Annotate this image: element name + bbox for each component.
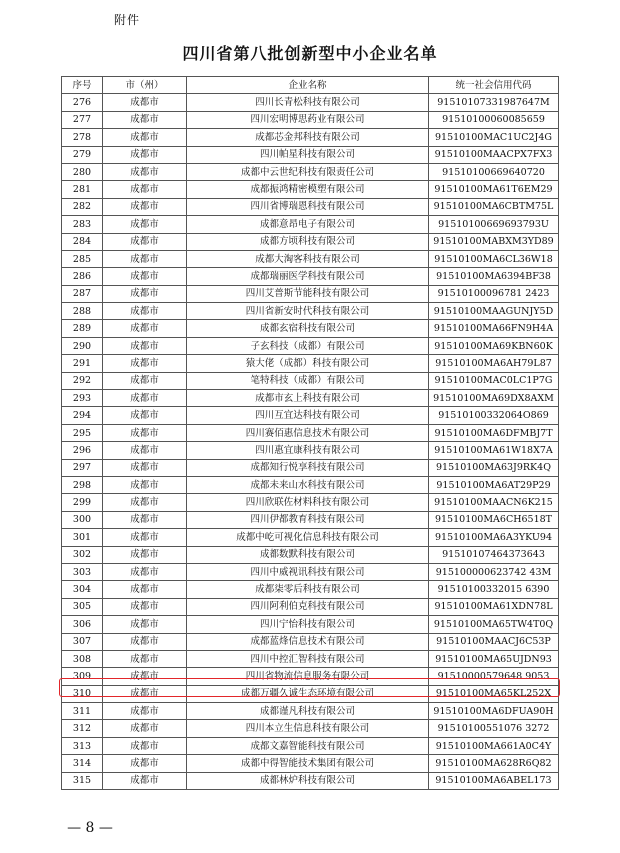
- row-company: 成都蓝烽信息技术有限公司: [187, 633, 429, 650]
- table-row: [62, 407, 559, 424]
- row-code: 91510100MA61XDN78L: [429, 598, 559, 615]
- row-seq: 288: [62, 303, 103, 320]
- row-seq: 286: [62, 268, 103, 285]
- row-code: 91510107464373643: [429, 546, 559, 563]
- row-code: 91510100MAACJ6C53P: [429, 633, 559, 650]
- row-company: 成都瑞丽医学科技有限公司: [187, 268, 429, 285]
- row-city: 成都市: [103, 581, 187, 598]
- row-company: 成都谨凡科技有限公司: [187, 703, 429, 720]
- row-city: 成都市: [103, 355, 187, 372]
- column-header-city: 市（州）: [103, 77, 187, 94]
- row-city: 成都市: [103, 250, 187, 267]
- row-company: 成都中云世纪科技有限责任公司: [187, 163, 429, 180]
- row-seq: 291: [62, 355, 103, 372]
- row-seq: 290: [62, 337, 103, 354]
- row-seq: 280: [62, 163, 103, 180]
- row-code: 91510100669693793U: [429, 216, 559, 233]
- row-seq: 282: [62, 198, 103, 215]
- row-company: 四川省新安时代科技有限公司: [187, 303, 429, 320]
- row-code: 91510100MA61T6EM29: [429, 181, 559, 198]
- table-row: [62, 355, 559, 372]
- row-seq: 308: [62, 650, 103, 667]
- row-company: 四川互宜达科技有限公司: [187, 407, 429, 424]
- row-seq: 283: [62, 216, 103, 233]
- table-row: [62, 494, 559, 511]
- row-company: 猿大佬（成都）科技有限公司: [187, 355, 429, 372]
- row-company: 成都振鸿精密模塑有限公司: [187, 181, 429, 198]
- row-code: 91510100MAC0LC1P7G: [429, 372, 559, 389]
- table-row: [62, 111, 559, 128]
- row-city: 成都市: [103, 424, 187, 441]
- row-city: 成都市: [103, 529, 187, 546]
- table-row: [62, 129, 559, 146]
- table-row: [62, 633, 559, 650]
- row-code: 91510100MA63J9RK4Q: [429, 459, 559, 476]
- row-city: 成都市: [103, 146, 187, 163]
- row-company: 四川宁怡科技有限公司: [187, 616, 429, 633]
- table-row: [62, 668, 559, 685]
- row-code: 91510100MA628R6Q82: [429, 755, 559, 772]
- table-row: [62, 320, 559, 337]
- row-city: 成都市: [103, 94, 187, 111]
- row-code: 91510100MA65KL252X: [429, 685, 559, 702]
- row-seq: 312: [62, 720, 103, 737]
- row-code: 91510100MA65UJDN93: [429, 650, 559, 667]
- table-row: [62, 616, 559, 633]
- row-city: 成都市: [103, 616, 187, 633]
- row-company: 四川惠宜康科技有限公司: [187, 442, 429, 459]
- table-body: [62, 94, 559, 790]
- table-row: [62, 459, 559, 476]
- row-company: 四川省博瑞恩科技有限公司: [187, 198, 429, 215]
- row-seq: 302: [62, 546, 103, 563]
- row-seq: 289: [62, 320, 103, 337]
- row-seq: 313: [62, 737, 103, 754]
- row-city: 成都市: [103, 737, 187, 754]
- row-seq: 293: [62, 390, 103, 407]
- row-city: 成都市: [103, 703, 187, 720]
- table-row: [62, 703, 559, 720]
- row-code: 91510100332064O869: [429, 407, 559, 424]
- row-city: 成都市: [103, 372, 187, 389]
- row-city: 成都市: [103, 285, 187, 302]
- row-code: 91510100MA661A0C4Y: [429, 737, 559, 754]
- row-code: 91510100MA65TW4T0Q: [429, 616, 559, 633]
- table-row: [62, 737, 559, 754]
- row-seq: 300: [62, 511, 103, 528]
- table-row: [62, 598, 559, 615]
- row-seq: 278: [62, 129, 103, 146]
- row-company: 成都大淘客科技有限公司: [187, 250, 429, 267]
- attachment-label: 附件: [114, 13, 141, 27]
- row-code: 91510100MA6DFUA90H: [429, 703, 559, 720]
- table-row: [62, 337, 559, 354]
- row-company: 四川本立生信息科技有限公司: [187, 720, 429, 737]
- table-row: [62, 476, 559, 493]
- row-seq: 298: [62, 476, 103, 493]
- row-company: 四川宏明博思药业有限公司: [187, 111, 429, 128]
- row-seq: 304: [62, 581, 103, 598]
- row-code: 91510100MAACPX7FX3: [429, 146, 559, 163]
- table-row: [62, 94, 559, 111]
- row-code: 91510100096781 2423: [429, 285, 559, 302]
- row-city: 成都市: [103, 720, 187, 737]
- row-seq: 297: [62, 459, 103, 476]
- row-city: 成都市: [103, 442, 187, 459]
- row-seq: 281: [62, 181, 103, 198]
- row-company: 成都中得智能技术集团有限公司: [187, 755, 429, 772]
- table-row: [62, 268, 559, 285]
- row-code: 91510100MA6CL36W18: [429, 250, 559, 267]
- row-seq: 284: [62, 233, 103, 250]
- row-company: 四川赛佰惠信息技术有限公司: [187, 424, 429, 441]
- row-city: 成都市: [103, 668, 187, 685]
- row-city: 成都市: [103, 633, 187, 650]
- table-row: [62, 650, 559, 667]
- row-company: 成都万疆久诚生态环境有限公司: [187, 685, 429, 702]
- row-company: 成都未来山水科技有限公司: [187, 476, 429, 493]
- row-seq: 292: [62, 372, 103, 389]
- row-city: 成都市: [103, 198, 187, 215]
- row-company: 成都市玄上科技有限公司: [187, 390, 429, 407]
- row-seq: 306: [62, 616, 103, 633]
- table-row: [62, 529, 559, 546]
- table-row: [62, 546, 559, 563]
- row-city: 成都市: [103, 129, 187, 146]
- row-company: 四川长青松科技有限公司: [187, 94, 429, 111]
- row-seq: 310: [62, 685, 103, 702]
- row-company: 成都中屹可视化信息科技有限公司: [187, 529, 429, 546]
- column-header-code: 统一社会信用代码: [429, 77, 559, 94]
- row-city: 成都市: [103, 268, 187, 285]
- row-seq: 279: [62, 146, 103, 163]
- row-code: 91510100MA66FN9H4A: [429, 320, 559, 337]
- table-row: [62, 720, 559, 737]
- row-code: 915100000623742 43M: [429, 563, 559, 580]
- row-code: 91510100MA69KBN60K: [429, 337, 559, 354]
- row-company: 四川中控汇智科技有限公司: [187, 650, 429, 667]
- table-row: [62, 581, 559, 598]
- column-header-company: 企业名称: [187, 77, 429, 94]
- row-seq: 301: [62, 529, 103, 546]
- row-code: 91510100MA61W18X7A: [429, 442, 559, 459]
- table-row: [62, 390, 559, 407]
- row-company: 笔特科技（成都）有限公司: [187, 372, 429, 389]
- row-company: 成都林炉科技有限公司: [187, 772, 429, 789]
- table-row: [62, 285, 559, 302]
- table-row: [62, 250, 559, 267]
- table-row: [62, 685, 559, 702]
- table-row: [62, 424, 559, 441]
- row-seq: 305: [62, 598, 103, 615]
- table-row: [62, 233, 559, 250]
- row-code: 91510100060085659: [429, 111, 559, 128]
- row-company: 四川帕星科技有限公司: [187, 146, 429, 163]
- row-seq: 277: [62, 111, 103, 128]
- row-seq: 314: [62, 755, 103, 772]
- table-row: [62, 372, 559, 389]
- row-seq: 294: [62, 407, 103, 424]
- row-company: 四川阿利伯克科技有限公司: [187, 598, 429, 615]
- row-seq: 303: [62, 563, 103, 580]
- row-company: 子玄科技（成都）有限公司: [187, 337, 429, 354]
- row-code: 91510100MAC1UC2J4G: [429, 129, 559, 146]
- row-city: 成都市: [103, 546, 187, 563]
- row-city: 成都市: [103, 216, 187, 233]
- page-title: 四川省第八批创新型中小企业名单: [182, 44, 438, 63]
- row-company: 四川欣联佐材料科技有限公司: [187, 494, 429, 511]
- company-table: [61, 76, 559, 790]
- row-company: 四川艾普斯节能科技有限公司: [187, 285, 429, 302]
- row-seq: 311: [62, 703, 103, 720]
- row-code: 91510100MA6ABEL173: [429, 772, 559, 789]
- row-city: 成都市: [103, 755, 187, 772]
- row-seq: 285: [62, 250, 103, 267]
- table-row: [62, 146, 559, 163]
- row-city: 成都市: [103, 233, 187, 250]
- row-city: 成都市: [103, 320, 187, 337]
- row-city: 成都市: [103, 163, 187, 180]
- table-row: [62, 216, 559, 233]
- row-company: 成都数默科技有限公司: [187, 546, 429, 563]
- row-code: 91510100MA6AH79L87: [429, 355, 559, 372]
- page-number: — 8 —: [67, 820, 113, 836]
- row-company: 四川伊都教育科技有限公司: [187, 511, 429, 528]
- row-code: 91510100MA6394BF38: [429, 268, 559, 285]
- row-city: 成都市: [103, 511, 187, 528]
- row-company: 成都知行悦享科技有限公司: [187, 459, 429, 476]
- column-header-seq: 序号: [62, 77, 103, 94]
- row-city: 成都市: [103, 390, 187, 407]
- row-seq: 296: [62, 442, 103, 459]
- row-seq: 307: [62, 633, 103, 650]
- row-city: 成都市: [103, 337, 187, 354]
- row-company: 成都玄宿科技有限公司: [187, 320, 429, 337]
- table-row: [62, 198, 559, 215]
- row-code: 91510100669640720: [429, 163, 559, 180]
- row-seq: 295: [62, 424, 103, 441]
- row-city: 成都市: [103, 111, 187, 128]
- row-company: 四川省物流信息服务有限公司: [187, 668, 429, 685]
- row-code: 91510100MABXM3YD89: [429, 233, 559, 250]
- row-seq: 309: [62, 668, 103, 685]
- table-header-row: [62, 77, 559, 94]
- row-city: 成都市: [103, 685, 187, 702]
- row-code: 91510100MA6AT29P29: [429, 476, 559, 493]
- row-company: 成都方顷科技有限公司: [187, 233, 429, 250]
- row-code: 91510100MAAGUNJY5D: [429, 303, 559, 320]
- row-seq: 315: [62, 772, 103, 789]
- table-row: [62, 511, 559, 528]
- row-company: 四川中威视讯科技有限公司: [187, 563, 429, 580]
- table-row: [62, 772, 559, 789]
- row-code: 91510000579648 9053: [429, 668, 559, 685]
- row-code: 91510100332015 6390: [429, 581, 559, 598]
- row-city: 成都市: [103, 303, 187, 320]
- row-city: 成都市: [103, 181, 187, 198]
- row-company: 成都芯金邦科技有限公司: [187, 129, 429, 146]
- table-row: [62, 181, 559, 198]
- row-city: 成都市: [103, 407, 187, 424]
- row-code: 91510100MA6DFMBJ7T: [429, 424, 559, 441]
- row-code: 91510100MA6A3YKU94: [429, 529, 559, 546]
- row-city: 成都市: [103, 598, 187, 615]
- row-code: 91510100551076 3272: [429, 720, 559, 737]
- row-code: 91510100MA6CBTM75L: [429, 198, 559, 215]
- row-seq: 276: [62, 94, 103, 111]
- table-row: [62, 442, 559, 459]
- row-seq: 299: [62, 494, 103, 511]
- row-code: 91510100MA6CH6518T: [429, 511, 559, 528]
- table-row: [62, 755, 559, 772]
- row-code: 91510107331987647M: [429, 94, 559, 111]
- row-city: 成都市: [103, 772, 187, 789]
- row-seq: 287: [62, 285, 103, 302]
- row-code: 91510100MAACN6K215: [429, 494, 559, 511]
- row-city: 成都市: [103, 459, 187, 476]
- table-row: [62, 563, 559, 580]
- row-code: 91510100MA69DX8AXM: [429, 390, 559, 407]
- row-city: 成都市: [103, 650, 187, 667]
- row-city: 成都市: [103, 476, 187, 493]
- table-row: [62, 303, 559, 320]
- row-company: 成都柒零后科技有限公司: [187, 581, 429, 598]
- row-company: 成都文嘉智能科技有限公司: [187, 737, 429, 754]
- row-company: 成都意昂电子有限公司: [187, 216, 429, 233]
- row-city: 成都市: [103, 494, 187, 511]
- row-city: 成都市: [103, 563, 187, 580]
- table-row: [62, 163, 559, 180]
